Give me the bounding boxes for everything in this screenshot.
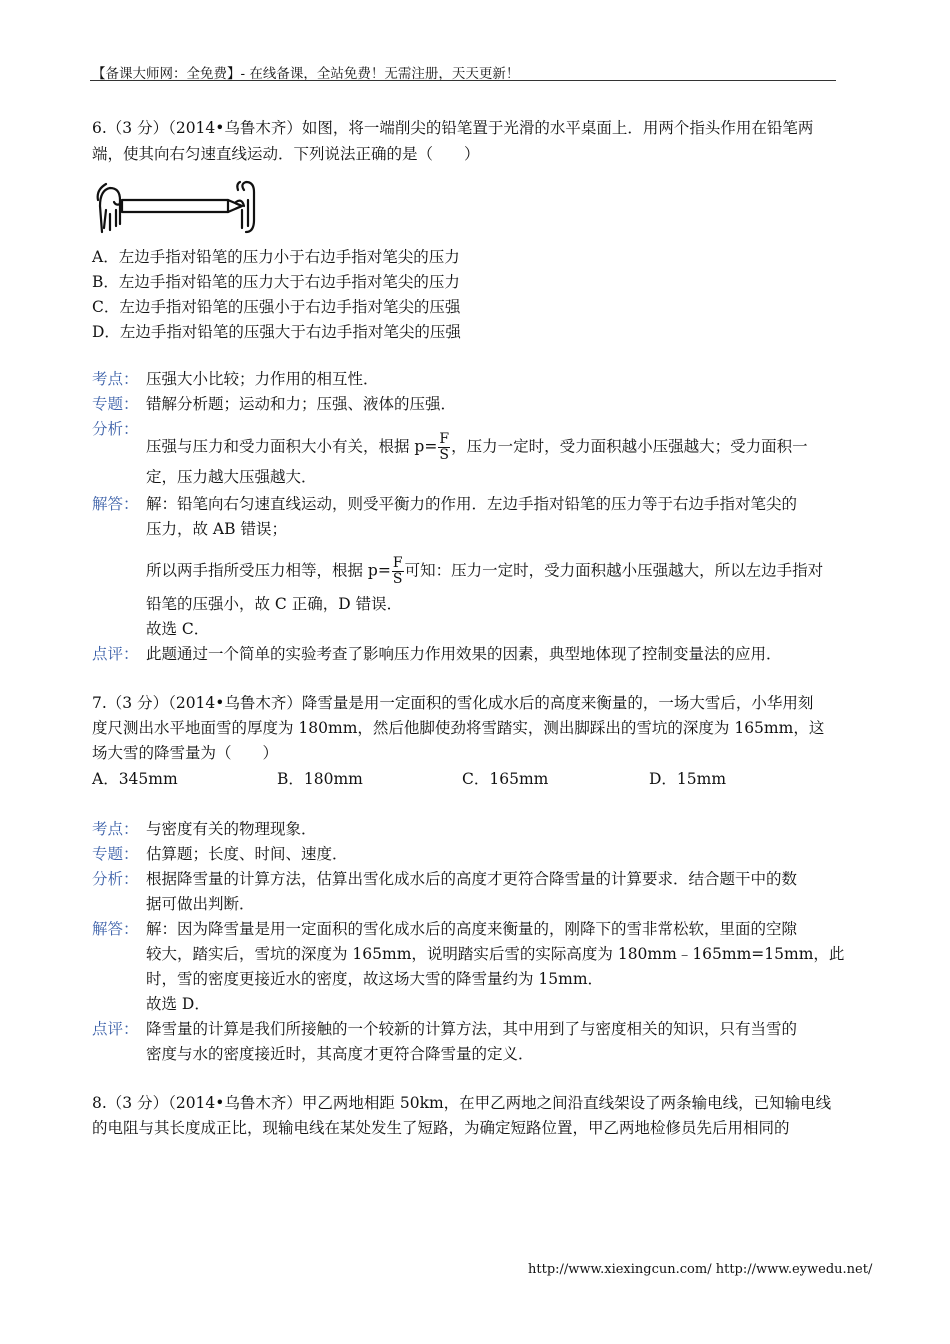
q7-stem-line3: 场大雪的降雪量为（ ） [92, 744, 279, 762]
q7-kaodian: 与密度有关的物理现象． [146, 820, 317, 838]
page-footer-urls: http://www.xiexingcun.com/ http://www.eywedu.net/ [528, 1262, 873, 1277]
fraction-denominator: S [439, 447, 449, 463]
fraction-denominator: S [392, 571, 403, 587]
q6-option-b: B．左边手指对铅笔的压力大于右边手指对笔尖的压力 [92, 273, 460, 291]
q6-jieda-line5: 故选 C． [146, 620, 210, 638]
q6-jieda-line2: 压力，故 AB 错误； [146, 520, 287, 538]
q7-zhuanti-label: 专题： [92, 845, 139, 863]
q8-stem-line1: 8.（3 分）（2014•乌鲁木齐）甲乙两地相距 50km，在甲乙两地之间沿直线架设了两条输电线，已知输电线 [92, 1094, 832, 1112]
q6-kaodian: 压强大小比较；力作用的相互性． [146, 370, 379, 388]
q7-jieda-line4: 故选 D． [146, 995, 210, 1013]
q7-jieda-label: 解答： [92, 920, 139, 938]
q6-fenxi-line2: 定，压力越大压强越大． [146, 468, 317, 486]
q6-jieda-line3-pre: 所以两手指所受压力相等，根据 p= [146, 561, 391, 580]
q7-dianping-line1: 降雪量的计算是我们所接触的一个较新的计算方法，其中用到了与密度相关的知识，只有当雪的 [146, 1020, 798, 1038]
q7-stem-line1: 7.（3 分）（2014•乌鲁木齐）降雪量是用一定面积的雪化成水后的高度来衡量的，一场大雪后，小华用刻 [92, 694, 814, 712]
pressure-formula-fraction [438, 432, 450, 463]
pencil-fingers-figure [96, 180, 258, 236]
q7-option-c: C．165mm [462, 770, 549, 788]
fraction-numerator: F [439, 431, 450, 447]
q7-dianping-label: 点评： [92, 1020, 139, 1038]
pressure-formula-fraction [392, 556, 404, 587]
q6-fenxi-line1-pre: 压强与压力和受力面积大小有关，根据 p= [146, 437, 438, 456]
page-header: 【备课大师网：全免费】- 在线备课，全站免费！无需注册，天天更新！ [92, 66, 520, 82]
header-rule [90, 80, 836, 81]
q6-fenxi-line1 [146, 432, 808, 463]
q7-dianping-line2: 密度与水的密度接近时，其高度才更符合降雪量的定义． [146, 1045, 534, 1063]
fraction-numerator: F [392, 555, 403, 571]
q8-stem-line2: 的电阻与其长度成正比，现输电线在某处发生了短路，为确定短路位置，甲乙两地检修员先后用相同的 [92, 1119, 790, 1137]
q6-jieda-label: 解答： [92, 495, 139, 513]
q6-option-a: A．左边手指对铅笔的压力小于右边手指对笔尖的压力 [92, 248, 460, 266]
q6-zhuanti-label: 专题： [92, 395, 139, 413]
q7-fenxi-label: 分析： [92, 870, 139, 888]
q6-stem-line1: 6.（3 分）（2014•乌鲁木齐）如图，将一端削尖的铅笔置于光滑的水平桌面上．用两个指头作用在铅笔两 [92, 119, 814, 137]
q6-option-c: C．左边手指对铅笔的压强小于右边手指对笔尖的压强 [92, 298, 461, 316]
q7-option-a: A．345mm [92, 770, 178, 788]
q7-option-d: D．15mm [649, 770, 727, 788]
q6-jieda-line3-post: 可知：压力一定时，受力面积越小压强越大，所以左边手指对 [404, 561, 824, 580]
q6-dianping-label: 点评： [92, 645, 139, 663]
q7-kaodian-label: 考点： [92, 820, 139, 838]
q7-jieda-line1: 解：因为降雪量是用一定面积的雪化成水后的高度来衡量的，刚降下的雪非常松软，里面的空隙 [146, 920, 798, 938]
q7-fenxi-line1: 根据降雪量的计算方法，估算出雪化成水后的高度才更符合降雪量的计算要求．结合题干中的数 [146, 870, 798, 888]
q6-stem-line2: 端，使其向右匀速直线运动．下列说法正确的是（ ） [92, 145, 480, 163]
q6-dianping: 此题通过一个简单的实验考查了影响压力作用效果的因素，典型地体现了控制变量法的应用． [146, 645, 782, 663]
q6-kaodian-label: 考点： [92, 370, 139, 388]
q6-jieda-line4: 铅笔的压强小，故 C 正确，D 错误． [146, 595, 403, 613]
q6-jieda-line1: 解：铅笔向右匀速直线运动，则受平衡力的作用．左边手指对铅笔的压力等于右边手指对笔尖的 [146, 495, 798, 513]
q7-jieda-line2: 较大，踏实后，雪坑的深度为 165mm，说明踏实后雪的实际高度为 180mm﹣165mm=15mm，此 [146, 945, 845, 963]
q7-stem-line2: 度尺测出水平地面雪的厚度为 180mm，然后他脚使劲将雪踏实，测出脚踩出的雪坑的深度为 165mm，这 [92, 719, 825, 737]
q7-zhuanti: 估算题；长度、时间、速度． [146, 845, 348, 863]
q6-fenxi-line1-post: ，压力一定时，受力面积越小压强越大；受力面积一 [451, 437, 808, 456]
q7-jieda-line3: 时，雪的密度更接近水的密度，故这场大雪的降雪量约为 15mm． [146, 970, 604, 988]
q6-option-d: D．左边手指对铅笔的压强大于右边手指对笔尖的压强 [92, 323, 461, 341]
q7-option-b: B．180mm [277, 770, 363, 788]
q6-fenxi-label: 分析： [92, 420, 139, 438]
q7-fenxi-line2: 据可做出判断． [146, 895, 255, 913]
q6-zhuanti: 错解分析题；运动和力；压强、液体的压强． [146, 395, 457, 413]
q6-jieda-line3 [146, 556, 823, 587]
